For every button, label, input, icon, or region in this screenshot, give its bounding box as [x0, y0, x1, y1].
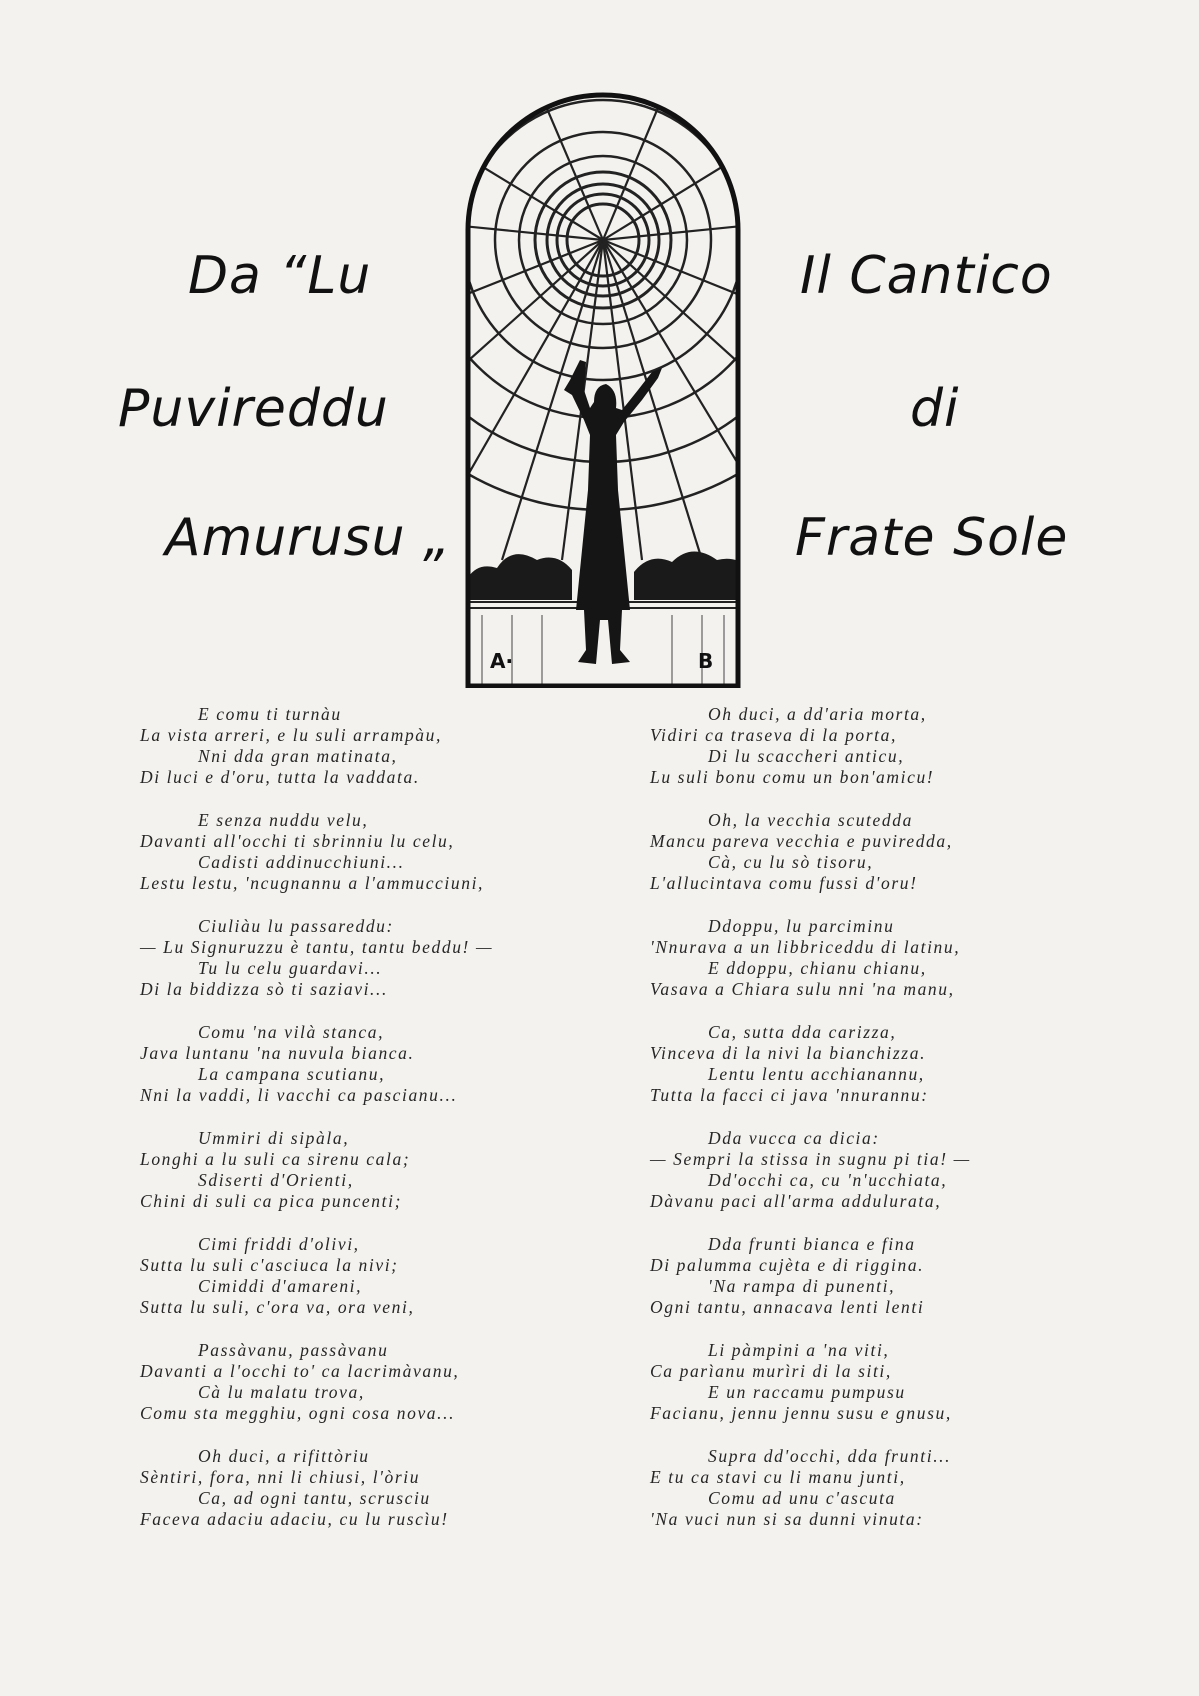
stanza: [650, 810, 1100, 894]
poem-line: Ummiri di sipàla,: [198, 1128, 350, 1148]
title-right-line-2: di: [910, 379, 960, 439]
poem-line: Lentu lentu acchianannu,: [708, 1064, 925, 1084]
poem-line: Oh duci, a rifittòriu: [198, 1446, 370, 1466]
poem-line: Cimi friddi d'olivi,: [198, 1234, 360, 1254]
stanza: [140, 704, 590, 788]
poem-line: Oh, la vecchia scutedda: [708, 810, 913, 830]
poem-line: Oh duci, a dd'aria morta,: [708, 704, 927, 724]
poem-line: 'Nnurava a un libbriceddu di latinu,: [650, 937, 961, 957]
poem-line: Tutta la facci ci java 'nnurannu:: [650, 1085, 929, 1105]
stanza: [650, 1022, 1100, 1106]
poem-line: Lu suli bonu comu un bon'amicu!: [650, 767, 935, 787]
stanza: [140, 1340, 590, 1424]
emblem-artwork: [462, 90, 744, 688]
poem-line: 'Na rampa di punenti,: [708, 1276, 896, 1296]
poem-line: Davanti all'occhi ti sbrinniu lu celu,: [140, 831, 455, 851]
poem-line: Sdiserti d'Orienti,: [198, 1170, 354, 1190]
poem-line: Ca, ad ogni tantu, scrusciu: [198, 1488, 431, 1508]
title-left-line-3: Amurusu „: [165, 508, 452, 568]
poem-line: Di la biddizza sò ti saziavi...: [140, 979, 388, 999]
stanza: [650, 916, 1100, 1000]
poem-line: Comu ad unu c'ascuta: [708, 1488, 896, 1508]
poem-line: Ddoppu, lu parciminu: [708, 916, 895, 936]
monogram-right: B: [698, 649, 714, 673]
poem-line: — Sempri la stissa in sugnu pi tia! —: [650, 1149, 971, 1169]
poem-line: Chini di suli ca pica puncenti;: [140, 1191, 403, 1211]
title-right-line-1: Il Cantico: [800, 246, 1053, 306]
poem-line: Ca parìanu murìri di la siti,: [650, 1361, 892, 1381]
stanza: [650, 1340, 1100, 1424]
poem-line: Di luci e d'oru, tutta la vaddata.: [140, 767, 420, 787]
poem-line: Cadisti addinucchiuni...: [198, 852, 405, 872]
poem-line: La vista arreri, e lu suli arrampàu,: [140, 725, 442, 745]
poem-line: Sutta lu suli c'asciuca la nivi;: [140, 1255, 399, 1275]
poem-line: Vinceva di la nivi la bianchizza.: [650, 1043, 927, 1063]
poem-line: Ca, sutta dda carizza,: [708, 1022, 897, 1042]
title-left-line-2: Puvireddu: [118, 379, 389, 439]
poem-line: Java luntanu 'na nuvula bianca.: [140, 1043, 415, 1063]
poem-line: E un raccamu pumpusu: [708, 1382, 906, 1402]
stanza: [140, 1446, 590, 1530]
poem-line: Supra dd'occhi, dda frunti...: [708, 1446, 952, 1466]
poem-line: Di lu scaccheri anticu,: [708, 746, 905, 766]
stanza: [140, 916, 590, 1000]
poem-line: Nni dda gran matinata,: [198, 746, 398, 766]
poem-line: Cà lu malatu trova,: [198, 1382, 365, 1402]
poem-line: Comu 'na vilà stanca,: [198, 1022, 385, 1042]
stanza: [140, 810, 590, 894]
title-left-line-1: Da “Lu: [188, 246, 372, 306]
stanza: [140, 1128, 590, 1212]
poem-line: Dàvanu paci all'arma addulurata,: [650, 1191, 942, 1211]
stanza: [650, 1234, 1100, 1318]
poem-line: Nni la vaddi, li vacchi ca pascianu...: [140, 1085, 458, 1105]
poem-line: Sèntiri, fora, nni li chiusi, l'òriu: [140, 1467, 421, 1487]
poem-column-left: [140, 704, 590, 1552]
poem-line: E comu ti turnàu: [198, 704, 342, 724]
poem-line: Mancu pareva vecchia e puviredda,: [650, 831, 953, 851]
stanza: [140, 1022, 590, 1106]
poem-line: — Lu Signuruzzu è tantu, tantu beddu! —: [140, 937, 494, 957]
poem-line: Lestu lestu, 'ncugnannu a l'ammucciuni,: [140, 873, 485, 893]
poem-line: Dda vucca ca dicia:: [708, 1128, 880, 1148]
poem-line: Sutta lu suli, c'ora va, ora veni,: [140, 1297, 415, 1317]
poem-line: Li pàmpini a 'na viti,: [708, 1340, 890, 1360]
poem-line: Davanti a l'occhi to' ca lacrimàvanu,: [140, 1361, 460, 1381]
poem-line: E ddoppu, chianu chianu,: [708, 958, 927, 978]
poem-line: Di palumma cujèta e di riggina.: [650, 1255, 925, 1275]
poem-line: Tu lu celu guardavi...: [198, 958, 383, 978]
poem-line: Longhi a lu suli ca sirenu cala;: [140, 1149, 411, 1169]
poem-line: Passàvanu, passàvanu: [198, 1340, 389, 1360]
poem-line: Cà, cu lu sò tisoru,: [708, 852, 874, 872]
poem-line: E tu ca stavi cu li manu junti,: [650, 1467, 906, 1487]
poem-line: Dd'occhi ca, cu 'n'ucchiata,: [708, 1170, 948, 1190]
poem-line: Comu sta megghiu, ogni cosa nova...: [140, 1403, 456, 1423]
title-right-line-3: Frate Sole: [795, 508, 1069, 568]
poem-line: Vasava a Chiara sulu nni 'na manu,: [650, 979, 955, 999]
poem-line: Faceva adaciu adaciu, cu lu ruscìu!: [140, 1509, 449, 1529]
poem-line: Dda frunti bianca e fina: [708, 1234, 916, 1254]
poem-line: La campana scutianu,: [198, 1064, 386, 1084]
stanza: [650, 1128, 1100, 1212]
poem-line: Ciuliàu lu passareddu:: [198, 916, 394, 936]
poem-line: Facianu, jennu jennu susu e gnusu,: [650, 1403, 952, 1423]
poem-line: 'Na vuci nun si sa dunni vinuta:: [650, 1509, 924, 1529]
poem-line: Cimiddi d'amareni,: [198, 1276, 363, 1296]
poem-column-right: [650, 704, 1100, 1552]
stained-glass-emblem: [462, 90, 744, 688]
stanza: [650, 704, 1100, 788]
stanza: [140, 1234, 590, 1318]
poem-line: L'allucintava comu fussi d'oru!: [650, 873, 918, 893]
monogram-left: A·: [490, 649, 514, 673]
poem-line: E senza nuddu velu,: [198, 810, 369, 830]
poem-line: Vidiri ca traseva di la porta,: [650, 725, 897, 745]
stanza: [650, 1446, 1100, 1530]
poem-line: Ogni tantu, annacava lenti lenti: [650, 1297, 925, 1317]
